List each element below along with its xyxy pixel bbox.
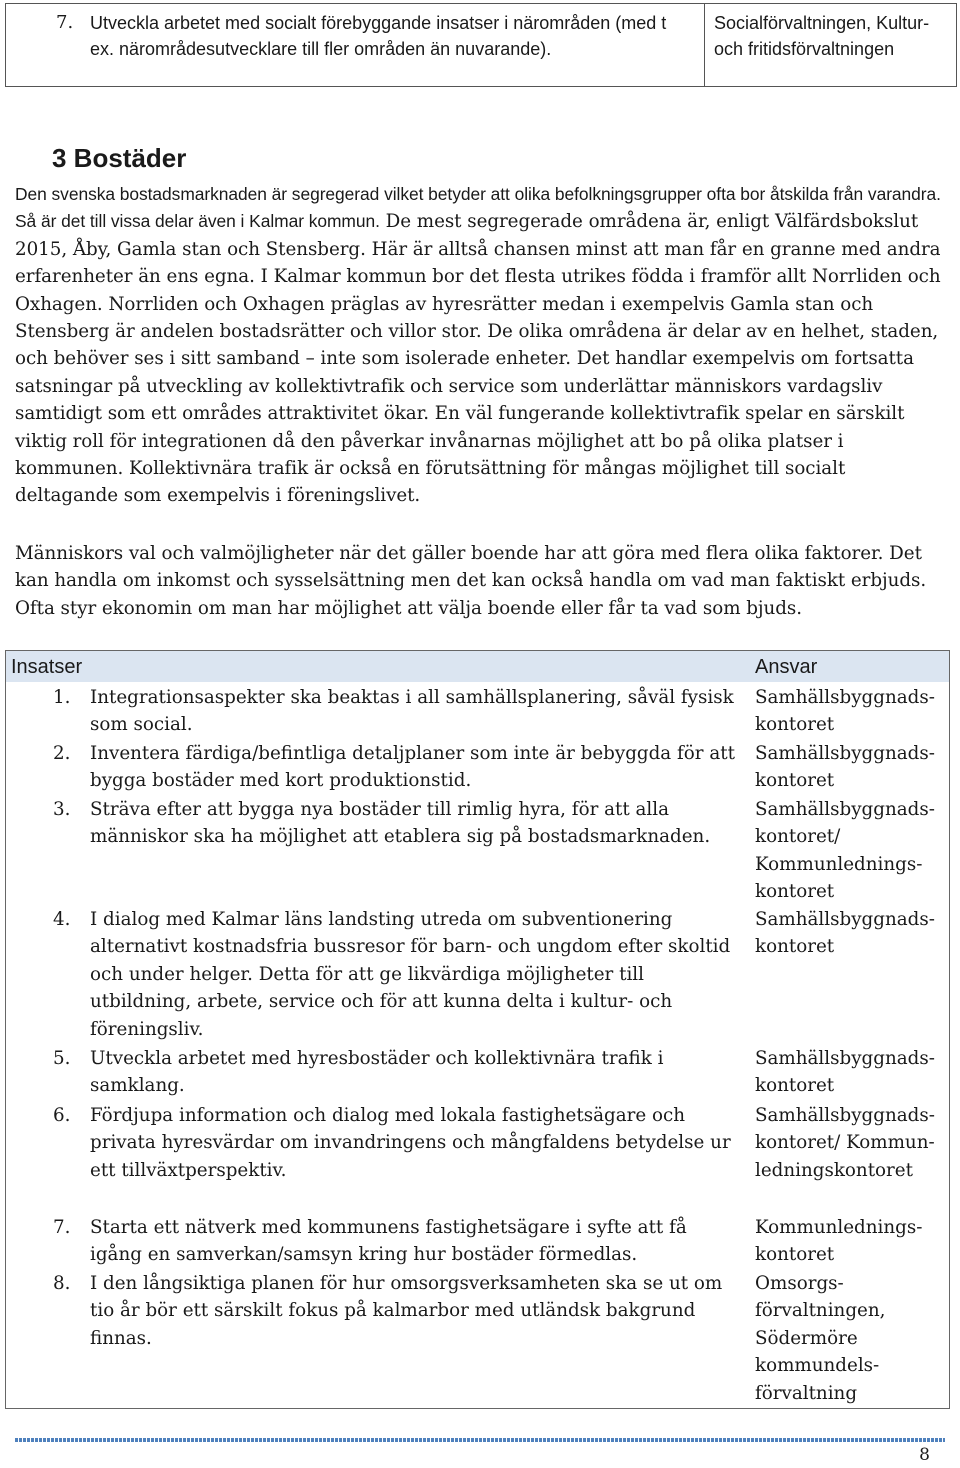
row-number: 2. — [53, 743, 71, 764]
column-header-ansvar: Ansvar — [755, 656, 818, 678]
action-text: Inventera färdiga/befintliga detaljplaner som inte är bebyggda för att bygga bostäder med kort produktionstid. — [90, 743, 735, 792]
action-text: Utveckla arbetet med socialt förebyggande insatser i närområden (med t ex. närområdesutvecklare till fler områden än nuvarande). — [90, 13, 667, 59]
responsible-text: Socialförvaltningen, Kultur- och fritidsförvaltningen — [714, 13, 930, 59]
row-number: 6. — [53, 1105, 71, 1126]
responsible-text: Samhällsbyggnads-kontoret — [755, 909, 935, 958]
row-number: 3. — [53, 799, 71, 820]
responsible-text: Samhällsbyggnads-kontoret — [755, 743, 935, 792]
row-number: 7. — [53, 1217, 71, 1238]
column-header-insatser: Insatser — [11, 656, 83, 678]
body-paragraph — [15, 181, 947, 510]
actions-table — [5, 650, 950, 1409]
paragraph-sans-part: Den svenska bostadsmarknaden är segregerad vilket betyder att olika befolkningsgrupper ofta bor åtskilda från varandra. Så är det till vissa delar även i Kalmar kommun. — [15, 184, 941, 232]
row-number: 7. — [56, 12, 74, 33]
row-number: 8. — [53, 1273, 71, 1294]
action-text: Starta ett nätverk med kommunens fastighetsägare i syfte att få igång en samverkan/samsyn kring hur bostäder förmedlas. — [90, 1217, 687, 1266]
row-number: 1. — [53, 687, 71, 708]
responsible-text: Samhällsbyggnads-kontoret/ Kommun-ledningskontoret — [755, 1105, 935, 1181]
action-text: Utveckla arbetet med hyresbostäder och kollektivnära trafik i samklang. — [90, 1048, 664, 1097]
footer-rule — [15, 1438, 945, 1442]
responsible-text: Samhällsbyggnads-kontoret/ Kommunlednings-kontoret — [755, 799, 935, 903]
row-number: 5. — [53, 1048, 71, 1069]
responsible-text: Samhällsbyggnads-kontoret — [755, 1048, 935, 1097]
column-divider — [704, 4, 705, 86]
responsible-text: Samhällsbyggnads-kontoret — [755, 687, 935, 736]
responsible-text: Omsorgs-förvaltningen, Södermöre kommundels-förvaltning — [755, 1273, 886, 1404]
paragraph-serif-part: De mest segregerade områdena är, enligt Välfärdsbokslut 2015, Åby, Gamla stan och Stensberg. Här är alltså chansen minst att man får en granne med andra erfarenheter än ens egna. I Kalmar kommun bor det flesta utrikes födda i framför allt Norrliden och Oxhagen. Norrliden och Oxhagen präglas av hyresrätter medan i exempelvis Gamla stan och Stensberg är andelen bostadsrätter och villor stor. De olika områdena är delar av en helhet, staden, och behöver ses i sitt samband – inte som isolerade enheter. Det handlar exempelvis om fortsatta satsningar på utveckling av kollektivtrafik och service som underlättar människors vardagsliv samtidigt som ett områdes attraktivitet ökar. En väl fungerande kollektivtrafik spelar en särskilt viktig roll för integrationen då den påverkar invånarnas möjlighet att bo på olika platser i kommunen. Kollektivnära trafik är också en förutsättning för mångas möjlighet till socialt deltagande som exempelvis i föreningslivet. — [15, 211, 941, 507]
page-number: 8 — [919, 1445, 930, 1465]
action-text: Fördjupa information och dialog med lokala fastighetsägare och privata hyresvärdar om invandringens och mångfaldens betydelse ur ett tillväxtperspektiv. — [90, 1105, 731, 1181]
section-heading: 3 Bostäder — [52, 143, 187, 173]
action-text: Integrationsaspekter ska beaktas i all samhällsplanering, såväl fysisk som social. — [90, 687, 734, 736]
responsible-text: Kommunlednings-kontoret — [755, 1217, 923, 1266]
body-paragraph: Människors val och valmöjligheter när det gäller boende har att göra med flera olika faktorer. Det kan handla om inkomst och sysselsättning men det kan också handla om vad man faktiskt erbjuds. Ofta styr ekonomin om man har möjlighet att välja boende eller får ta vad som bjuds. — [15, 543, 927, 619]
row-number: 4. — [53, 909, 71, 930]
previous-actions-table — [5, 3, 957, 87]
action-text: I den långsiktiga planen för hur omsorgsverksamheten ska se ut om tio år bör ett särskilt fokus på kalmarbor med utländsk bakgrund finnas. — [90, 1273, 723, 1349]
action-text: I dialog med Kalmar läns landsting utreda om subventionering alternativt kostnadsfria bussresor för barn- och ungdom efter skoltid och under helger. Detta för att ge likvärdiga möjligheter till utbildning, arbete, service och för att kunna delta i kultur- och föreningsliv. — [90, 909, 731, 1040]
action-text: Sträva efter att bygga nya bostäder till rimlig hyra, för att alla människor ska ha möjlighet att etablera sig på bostadsmarknaden. — [90, 799, 711, 848]
